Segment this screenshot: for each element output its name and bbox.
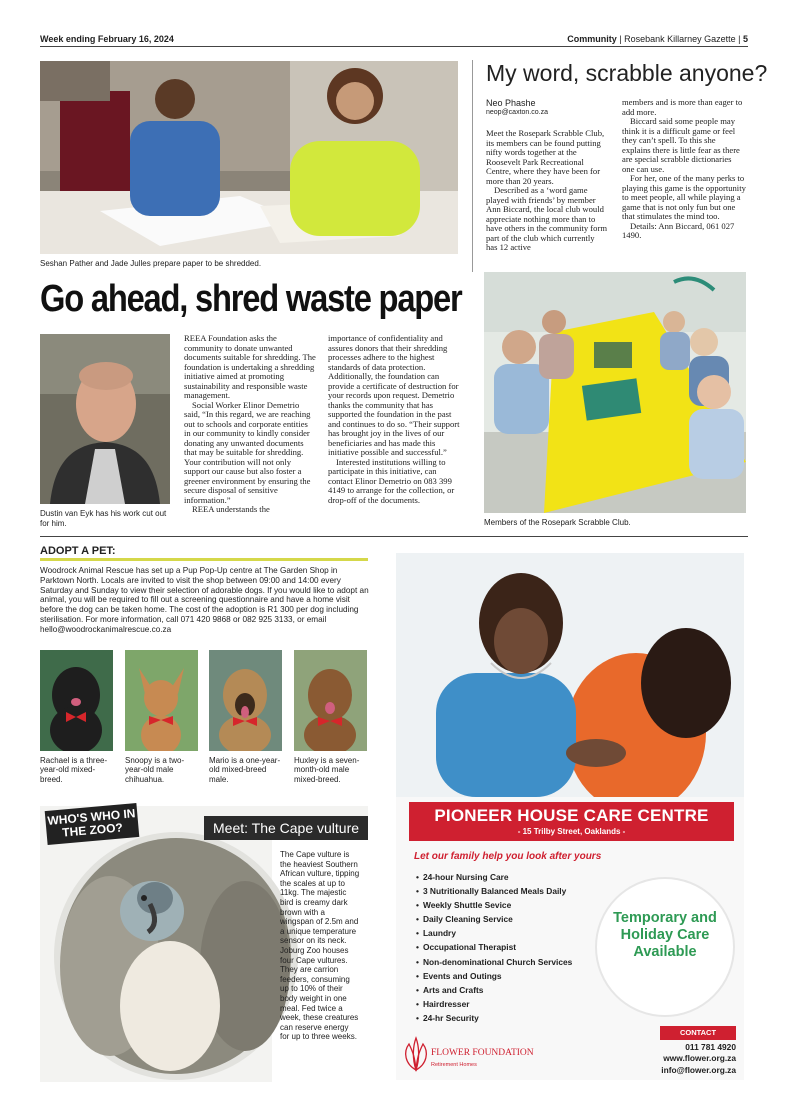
contact-label: CONTACT bbox=[660, 1026, 736, 1040]
ad-banner bbox=[409, 802, 734, 841]
service-item: • Occupational Therapist bbox=[416, 940, 572, 954]
page-header bbox=[40, 32, 748, 46]
contact-details bbox=[640, 1042, 736, 1076]
logo-subtitle: Retirement Homes bbox=[431, 1062, 477, 1068]
paragraph: Biccard said some people may think it is a difficult game or feel they can’t spell. To this she explains there is little fear as there are special scrabble dictionaries one can use. bbox=[622, 116, 740, 174]
flower-icon bbox=[401, 1034, 431, 1074]
pet-caption: Snoopy is a two-year-old male chihuahua. bbox=[125, 756, 185, 784]
pet-caption: Rachael is a three-year-old mixed-breed. bbox=[40, 756, 108, 784]
service-item: • 24-hour Nursing Care bbox=[416, 870, 572, 884]
scrabble-author: Neo Phashe bbox=[486, 98, 536, 108]
service-item: • Weekly Shuttle Sevice bbox=[416, 898, 572, 912]
adopt-title: ADOPT A PET: bbox=[40, 545, 116, 557]
service-item: • 3 Nutritionally Balanced Meals Daily bbox=[416, 884, 572, 898]
contact-website[interactable]: www.flower.org.za bbox=[663, 1053, 736, 1064]
paragraph: REEA understands the bbox=[192, 504, 270, 514]
adopt-text: Woodrock Animal Rescue has set up a Pup Pop-Up centre at The Garden Shop in Parktown North. Locals are invited to visit the shop between 09:00 and 14:00 every Saturday and Sunday to view their selection of adorable dogs. If you would like to adopt an animal, you will be required to fill out a screening questionnaire and have a home visit before the dog can be taken home. The cost of the adoption is R1 300 per dog including sterilisation. For more information, call 071 420 9868 or 082 925 3133, or email hello@woodrockanimalrescue.co.za bbox=[40, 566, 369, 634]
paragraph: members and is more than eager to add more. bbox=[622, 97, 743, 117]
service-item: • Events and Outings bbox=[416, 969, 572, 983]
section-name: Community bbox=[567, 34, 617, 44]
scrabble-photo bbox=[484, 272, 746, 513]
adopt-accent-bar bbox=[40, 558, 368, 561]
page-number: 5 bbox=[742, 34, 748, 44]
scrabble-column-2 bbox=[622, 98, 746, 241]
scrabble-photo-caption: Members of the Rosepark Scrabble Club. bbox=[484, 518, 631, 527]
portrait-caption: Dustin van Eyk has his work cut out for him. bbox=[40, 509, 167, 528]
paragraph: importance of confidentiality and assures donors that their shredding processes adhere to the highest standards of data protection. Additionally, the foundation can provide a certificate of destruction for your records upon request. Demetrio thanks the community that has supported the foundation in the past and continues to do so. “Their support has brought joy in the lives of our beneficiaries and has made this initiative possible and successful.” bbox=[328, 333, 460, 457]
service-item: • Arts and Crafts bbox=[416, 983, 572, 997]
service-item: • Hairdresser bbox=[416, 997, 572, 1011]
pet-photo-mario bbox=[209, 650, 282, 751]
paragraph: Details: Ann Biccard, 061 027 1490. bbox=[622, 220, 735, 240]
zoo-title: Meet: The Cape vulture bbox=[204, 816, 368, 840]
paragraph: Described as a ‘word game played with friends’ by member Ann Biccard, the local club would appreciate nothing more than to have others in the community form part of the club which currently has 12 active bbox=[486, 185, 608, 252]
portrait-photo bbox=[40, 334, 170, 504]
contact-phone: 011 781 4920 bbox=[685, 1042, 736, 1052]
paragraph: For her, one of the many perks to playing this game is the opportunity to meet people, all while playing a game that is not only fun but one that stimulates the mind too. bbox=[622, 173, 746, 221]
zoo-text: The Cape vulture is the heaviest Southern African vulture, tipping the scales at up to 11kg. The majestic bird is creamy dark brown with a wingspan of 2.5m and a unique temperature sensor on its neck. Joburg Zoo houses four Cape vultures. They are carrion feeders, consuming up to 10% of their body weight in one meal. Fed twice a week, these creatures can reserve energy for up to three weeks. bbox=[280, 850, 360, 1042]
paragraph: Social Worker Elinor Demetrio said, “In this regard, we are reaching out to schools and corporate entities in our community to kindly consider donating any unwanted documents that may be suitable for shredding. Your contribution will not only support our cause but also foster a greener environment by ensuring the secure disposal of sensitive information.” bbox=[184, 399, 311, 505]
flower-foundation-logo bbox=[401, 1034, 541, 1074]
scrabble-column-1 bbox=[486, 129, 608, 253]
logo-name: FLOWER FOUNDATION bbox=[431, 1048, 534, 1058]
shred-column-1 bbox=[184, 334, 316, 515]
paragraph: Meet the Rosepark Scrabble Club, its members can be found putting nifty words together at the Roosevelt Park Recreational Centre, where they have been for more than 20 years. bbox=[486, 128, 605, 186]
service-item: • 24-hr Security bbox=[416, 1011, 572, 1025]
service-item: • Laundry bbox=[416, 926, 572, 940]
ad-tagline: Let our family help you look after yours bbox=[414, 851, 602, 862]
shred-photo bbox=[40, 61, 458, 254]
section-rule bbox=[40, 536, 748, 537]
section-publication: Community | Rosebank Killarney Gazette | 5 bbox=[567, 34, 748, 44]
pet-photo-rachael bbox=[40, 650, 113, 751]
ad-services-list bbox=[416, 870, 572, 1025]
paragraph: Interested institutions willing to participate in this initiative, can contact Elinor Demetrio on 083 399 4149 to arrange for the collection, or drop-off of the documents. bbox=[328, 456, 455, 505]
column-divider bbox=[472, 60, 473, 272]
ad-name: PIONEER HOUSE CARE CENTRE bbox=[434, 806, 709, 825]
zoo-tag: WHO'S WHO IN THE ZOO? bbox=[45, 803, 140, 845]
ad-address: - 15 Trilby Street, Oaklands - bbox=[517, 827, 626, 836]
ad-offer-circle: Temporary and Holiday Care Available bbox=[595, 877, 735, 1017]
scrabble-headline: My word, scrabble anyone? bbox=[486, 60, 768, 86]
scrabble-author-email: neop@caxton.co.za bbox=[486, 109, 548, 116]
shred-column-2 bbox=[328, 334, 460, 505]
contact-email[interactable]: info@flower.org.za bbox=[661, 1064, 736, 1075]
paragraph: REEA Foundation asks the community to donate unwanted documents suitable for shredding. The foundation is undertaking a shredding initiative aimed at promoting sustainability and responsible waste management. bbox=[184, 333, 316, 400]
shred-photo-caption: Seshan Pather and Jade Julles prepare paper to be shredded. bbox=[40, 259, 262, 268]
shred-headline: Go ahead, shred waste paper bbox=[40, 278, 462, 320]
issue-date: Week ending February 16, 2024 bbox=[40, 34, 174, 44]
pet-caption: Mario is a one-year-old mixed-breed male. bbox=[209, 756, 281, 784]
header-rule bbox=[40, 46, 748, 47]
pet-photo-snoopy bbox=[125, 650, 198, 751]
service-item: • Non-denominational Church Services bbox=[416, 955, 572, 969]
pet-caption: Huxley is a seven-month-old male mixed-breed. bbox=[294, 756, 360, 784]
service-item: • Daily Cleaning Service bbox=[416, 912, 572, 926]
pet-photo-huxley bbox=[294, 650, 367, 751]
publication-name: Rosebank Killarney Gazette bbox=[624, 34, 736, 44]
